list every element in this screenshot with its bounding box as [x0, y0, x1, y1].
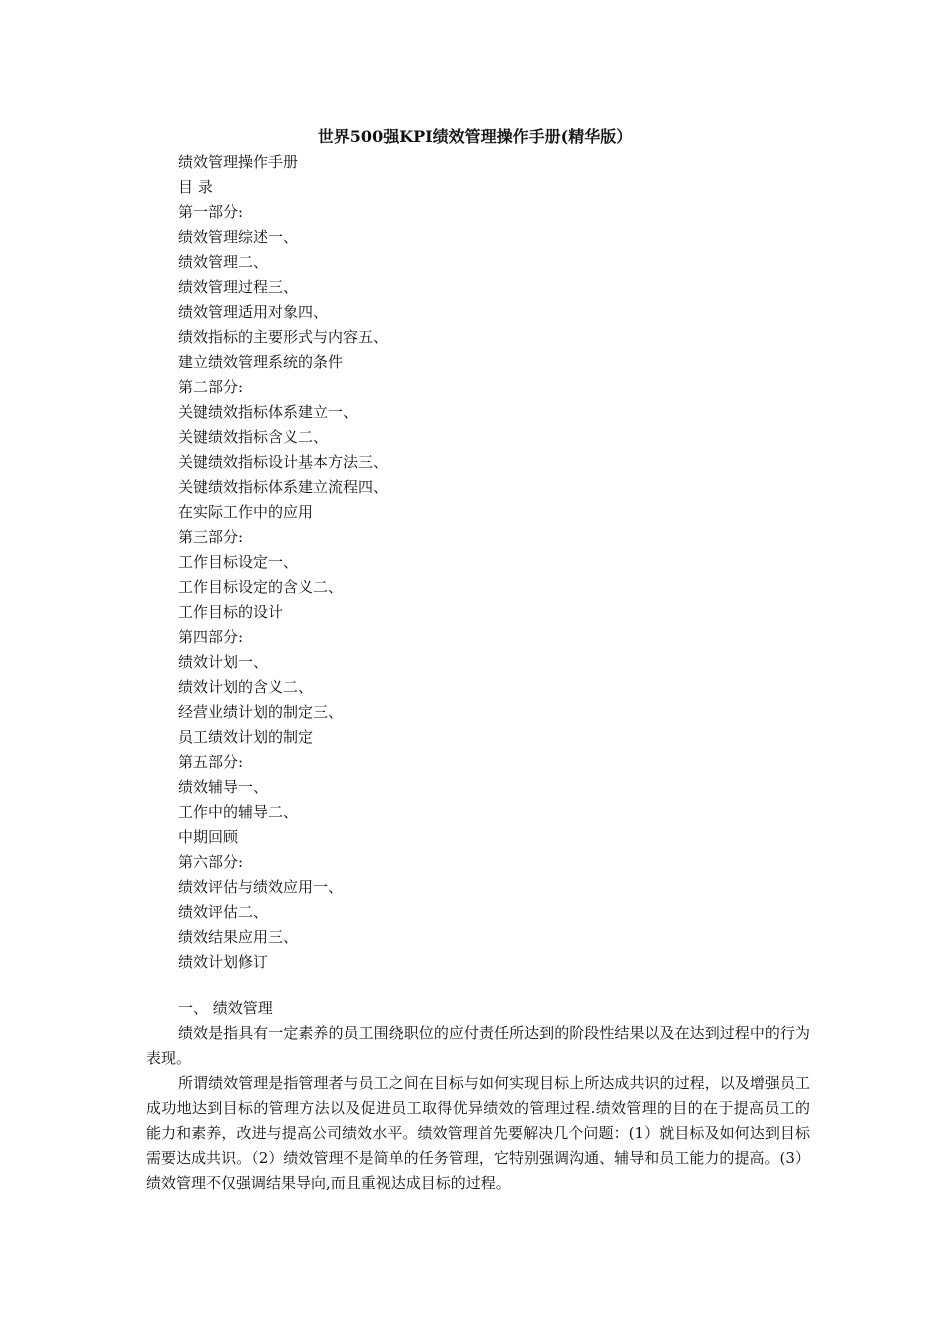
toc-line: 工作目标的设计 — [178, 603, 284, 621]
toc-line: 经营业绩计划的制定三、 — [178, 703, 344, 721]
toc-line: 绩效计划修订 — [178, 953, 269, 971]
toc-line: 在实际工作中的应用 — [178, 503, 314, 521]
toc-line: 中期回顾 — [178, 828, 239, 846]
toc-line: 绩效指标的主要形式与内容五、 — [178, 328, 389, 346]
toc-line: 关键绩效指标含义二、 — [178, 428, 329, 446]
toc-line: 绩效管理二、 — [178, 253, 269, 271]
toc-line: 绩效评估二、 — [178, 903, 269, 921]
toc-line: 目 录 — [178, 178, 213, 196]
toc-line: 绩效计划的含义二、 — [178, 678, 314, 696]
document-title: 世界500强KPI绩效管理操作手册(精华版） — [317, 127, 633, 146]
toc-line: 第四部分: — [178, 628, 244, 646]
toc-line: 第一部分: — [178, 203, 244, 221]
paragraph: 所谓绩效管理是指管理者与员工之间在目标与如何实现目标上所达成共识的过程，以及增强员工成功地达到目标的管理方法以及促进员工取得优异绩效的管理过程.绩效管理的目的在于提高员工的能力和素养，改进与提高公司绩效水平。绩效管理首先要解决几个问题：(1）就目标及如何达到目标需要达成共识。（2）绩效管理不是简单的任务管理，它特别强调沟通、辅导和员工能力的提高。(3）绩效管理不仅强调结果导向,而且重视达成目标的过程。 — [146, 1074, 810, 1192]
toc-line: 绩效管理综述一、 — [178, 228, 299, 246]
toc-line: 工作目标设定的含义二、 — [178, 578, 344, 596]
toc-line: 关键绩效指标体系建立流程四、 — [178, 478, 389, 496]
toc-line: 员工绩效计划的制定 — [178, 728, 314, 746]
toc-line: 关键绩效指标体系建立一、 — [178, 403, 359, 421]
toc-line: 第五部分: — [178, 753, 244, 771]
toc-line: 第二部分: — [178, 378, 244, 396]
toc-line: 绩效辅导一、 — [178, 778, 269, 796]
toc-line: 绩效评估与绩效应用一、 — [178, 878, 344, 896]
paragraph: 绩效是指具有一定素养的员工围绕职位的应付责任所达到的阶段性结果以及在达到过程中的行为表现。 — [146, 1024, 810, 1067]
toc-line: 工作中的辅导二、 — [178, 803, 299, 821]
toc-line: 建立绩效管理系统的条件 — [178, 353, 344, 371]
section-heading: 一、 绩效管理 — [178, 999, 273, 1017]
toc-line: 关键绩效指标设计基本方法三、 — [178, 453, 389, 471]
toc-line: 绩效管理适用对象四、 — [178, 303, 329, 321]
table-of-contents — [178, 150, 818, 975]
body-section — [146, 996, 810, 1196]
toc-line: 绩效计划一、 — [178, 653, 269, 671]
toc-line: 第六部分: — [178, 853, 244, 871]
toc-line: 第三部分: — [178, 528, 244, 546]
toc-line: 绩效管理操作手册 — [178, 153, 299, 171]
toc-line: 绩效管理过程三、 — [178, 278, 299, 296]
toc-line: 绩效结果应用三、 — [178, 928, 299, 946]
toc-line: 工作目标设定一、 — [178, 553, 299, 571]
